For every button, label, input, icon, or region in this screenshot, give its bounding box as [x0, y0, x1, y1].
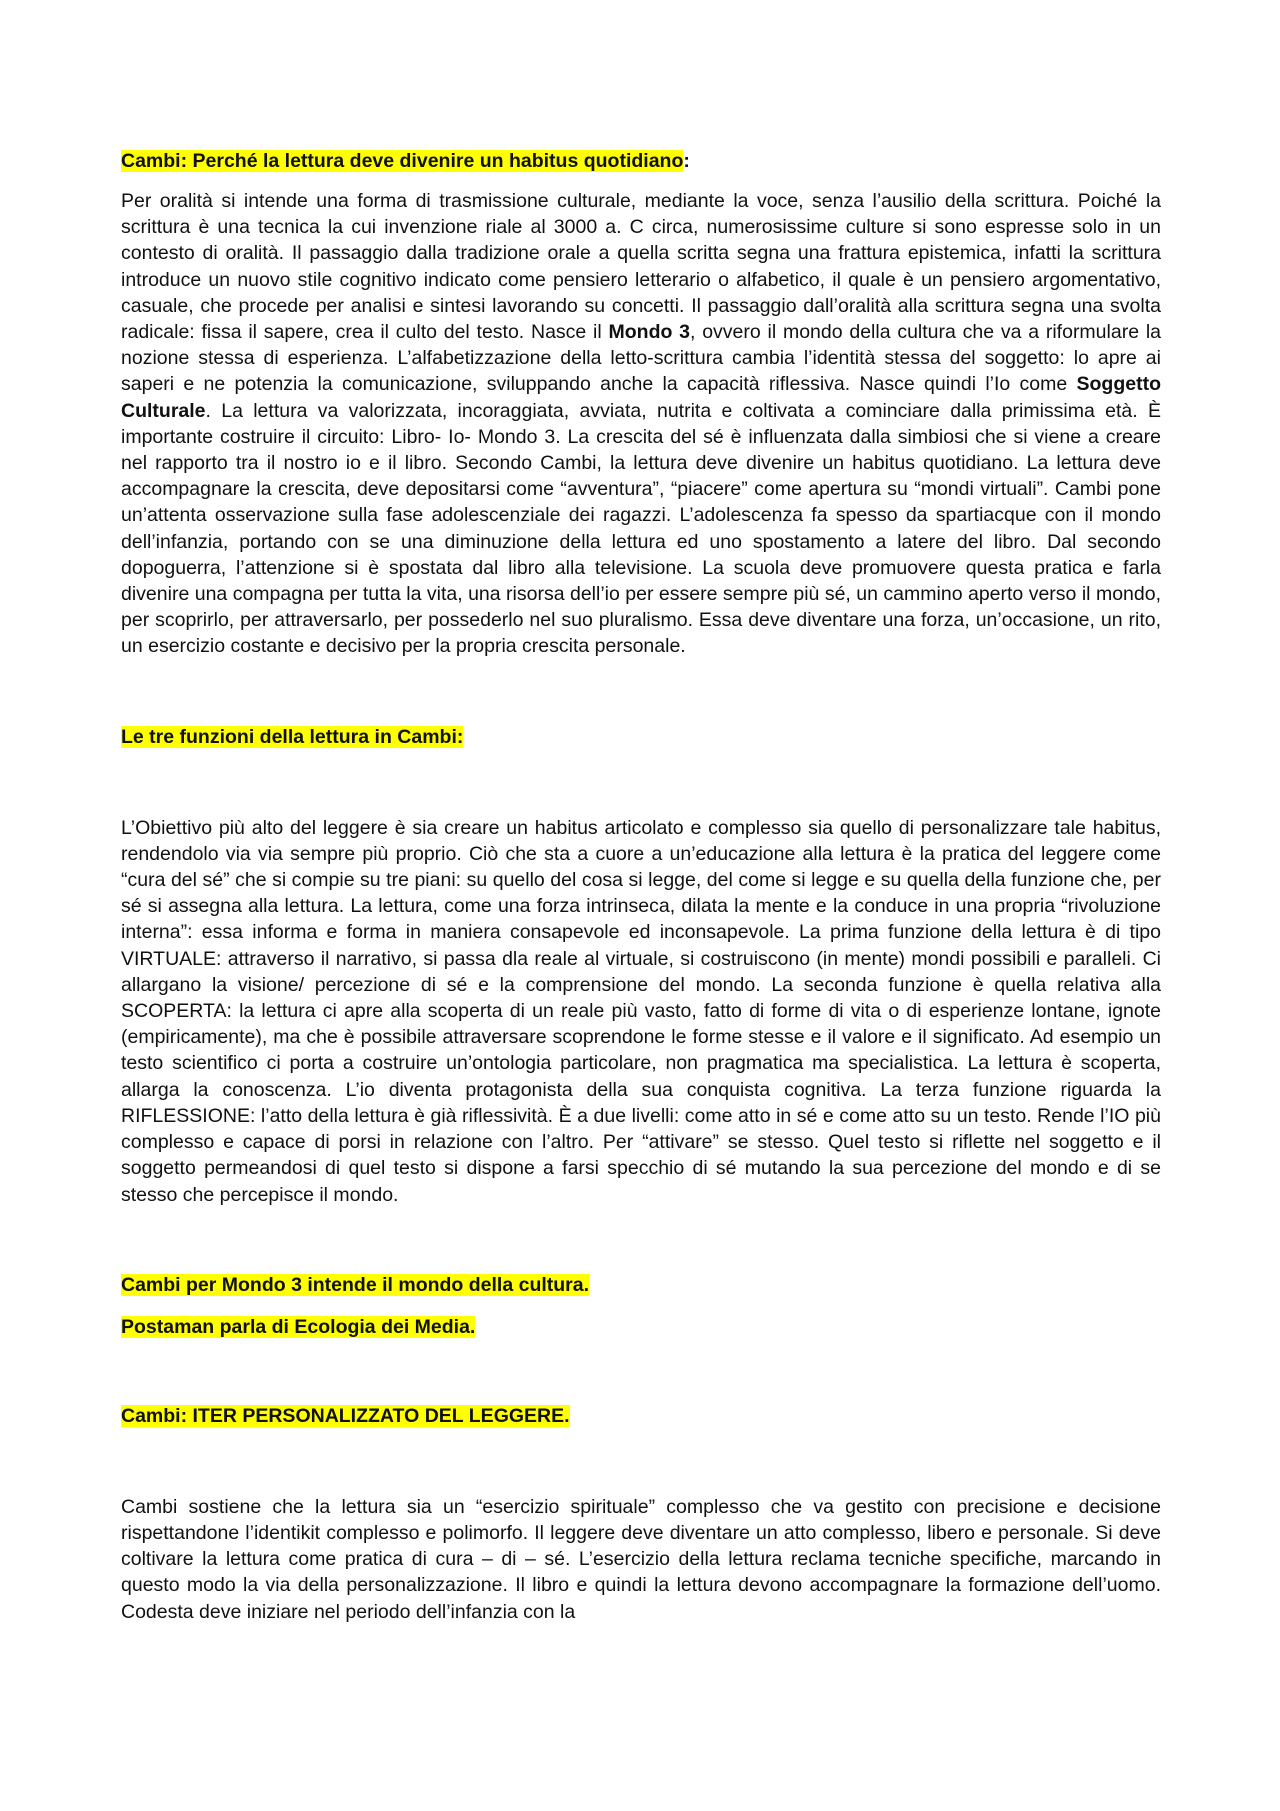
section-heading-ecologia-media: [121, 1314, 1161, 1340]
paragraph-iter-personalizzato: Cambi sostiene che la lettura sia un “esercizio spirituale” complesso che va gestito con precisione e decisione rispettandone l’identikit complesso e polimorfo. Il leggere deve diventare un atto complesso, libero e personale. Si deve coltivare la lettura come pratica di cura – di – sé. L’esercizio della lettura reclama tecniche specifiche, marcando in questo modo la via della personalizzazione. Il libro e quindi la lettura devono accompagnare la formazione dell’uomo. Codesta deve iniziare nel periodo dell’infanzia con la: [121, 1495, 1161, 1623]
section-heading-mondo3: [121, 1272, 1161, 1298]
paragraph-tre-funzioni: L’Obiettivo più alto del leggere è sia creare un habitus articolato e complesso sia quello di personalizzare tale habitus, rendendolo via via sempre più proprio. Ciò che sta a cuore a un’educazione alla lettura è la pratica del leggere come “cura del sé” che si compie su tre piani: su quello del cosa si legge, del come si legge e su quella della funzione che, per sé si assegna alla lettura. La lettura, come una forza intrinseca, dilata la mente e la conduce in una propria “rivoluzione interna”: essa informa e forma in maniera consapevole ed inconsapevole. La prima funzione della lettura è di tipo VIRTUALE: attraverso il narrativo, si passa dla reale al virtuale, si costruiscono (in mente) mondi possibili e paralleli. Ci allargano la visione/ percezione di sé e la comprensione del mondo. La seconda funzione è quella relativa alla SCOPERTA: la lettura ci apre alla scoperta di un reale più vasto, fatto di forme di vita o di esperienze lontane, ignote (empiricamente), ma che è possibile attraversare scoprendone le forme stesse e il valore e il significato. Ad esempio un testo scientifico ci porta a costruire un’ontologia particolare, non pragmatica ma specialistica. La lettura è scoperta, allarga la conoscenza. L’io diventa protagonista della sua conquista cognitiva. La terza funzione riguarda la RIFLESSIONE: l’atto della lettura è già riflessività. È a due livelli: come atto in sé e come atto su un testo. Rende l’IO più complesso e capace di porsi in relazione con l’altro. Per “attivare” se stesso. Quel testo si riflette nel soggetto e il soggetto permeandosi di quel testo si dispone a farsi specchio di sé mutando la sua percezione del mondo e di se stesso che percepisce il mondo.: [121, 816, 1161, 1206]
heading-highlight: Postaman parla di Ecologia dei Media.: [121, 1315, 476, 1338]
paragraph-text: , ovvero il mondo della cultura che va a riformulare la nozione stessa di esperienza. L’alfabetizzazione della letto-scrittura cambia l’identità stessa del soggetto: lo apre ai saperi e ne potenzia la comunicazione, sviluppando anche la capacità riflessiva. Nasce quindi l’Io come: [121, 321, 1161, 396]
paragraph-text: . La lettura va valorizzata, incoraggiata, avviata, nutrita e coltivata a cominciare dalla primissima età. È importante costruire il circuito: Libro- Io- Mondo 3. La crescita del sé è influenzata dalla simbiosi che si viene a creare nel rapporto tra il nostro io e il libro. Secondo Cambi, la lettura deve divenire un habitus quotidiano. La lettura deve accompagnare la crescita, deve depositarsi come “avventura”, “piacere” come apertura su “mondi virtuali”. Cambi pone un’attenta osservazione sulla fase adolescenziale dei ragazzi. L’adolescenza fa spesso da spartiacque con il mondo dell’infanzia, portando con se una diminuzione della lettura ed uno spostamento a latere del libro. Dal secondo dopoguerra, l’attenzione si è spostata dal libro alla televisione. La scuola deve promuovere questa pratica e farla divenire una compagna per tutta la vita, una risorsa dell’io per essere sempre più sé, un cammino aperto verso il mondo, per scoprirlo, per attraversarlo, per possederlo nel suo pluralismo. Essa deve diventare una forza, un’occasione, un rito, un esercizio costante e decisivo per la propria crescita personale.: [121, 399, 1161, 658]
section-heading-iter-personalizzato: [121, 1403, 1161, 1429]
heading-highlight: Le tre funzioni della lettura in Cambi:: [121, 725, 464, 748]
heading-highlight: Cambi: ITER PERSONALIZZATO DEL LEGGERE.: [121, 1404, 570, 1427]
section-heading-tre-funzioni: [121, 724, 1161, 750]
heading-text: Cambi: Perché la lettura deve divenire un habitus quotidiano: [121, 150, 684, 172]
bold-term-soggetto-culturale: Soggetto Culturale: [121, 373, 1161, 422]
heading-highlight: Cambi per Mondo 3 intende il mondo della cultura.: [121, 1273, 590, 1296]
document-body: [121, 148, 1161, 1625]
bold-term-mondo3: Mondo 3: [608, 321, 691, 344]
paragraph-text: Per oralità si intende una forma di trasmissione culturale, mediante la voce, senza l’ausilio della scrittura. Poiché la scrittura è una tecnica la cui invenzione riale al 3000 a. C circa, numerosissime culture si sono espresse solo in un contesto di oralità. Il passaggio dalla tradizione orale a quella scritta segna una frattura epistemica, infatti la scrittura introduce un nuovo stile cognitivo indicato come pensiero letterario o alfabetico, il quale è un pensiero argomentativo, casuale, che procede per analisi e sintesi lavorando su concetti. Il passaggio dall’oralità alla scrittura segna una svolta radicale: fissa il sapere, crea il culto del testo. Nasce il: [121, 190, 1161, 344]
heading-colon: :: [683, 150, 690, 172]
section-heading-habitus: [121, 148, 1161, 174]
paragraph-orality: [121, 188, 1161, 660]
heading-highlight: [121, 150, 683, 172]
